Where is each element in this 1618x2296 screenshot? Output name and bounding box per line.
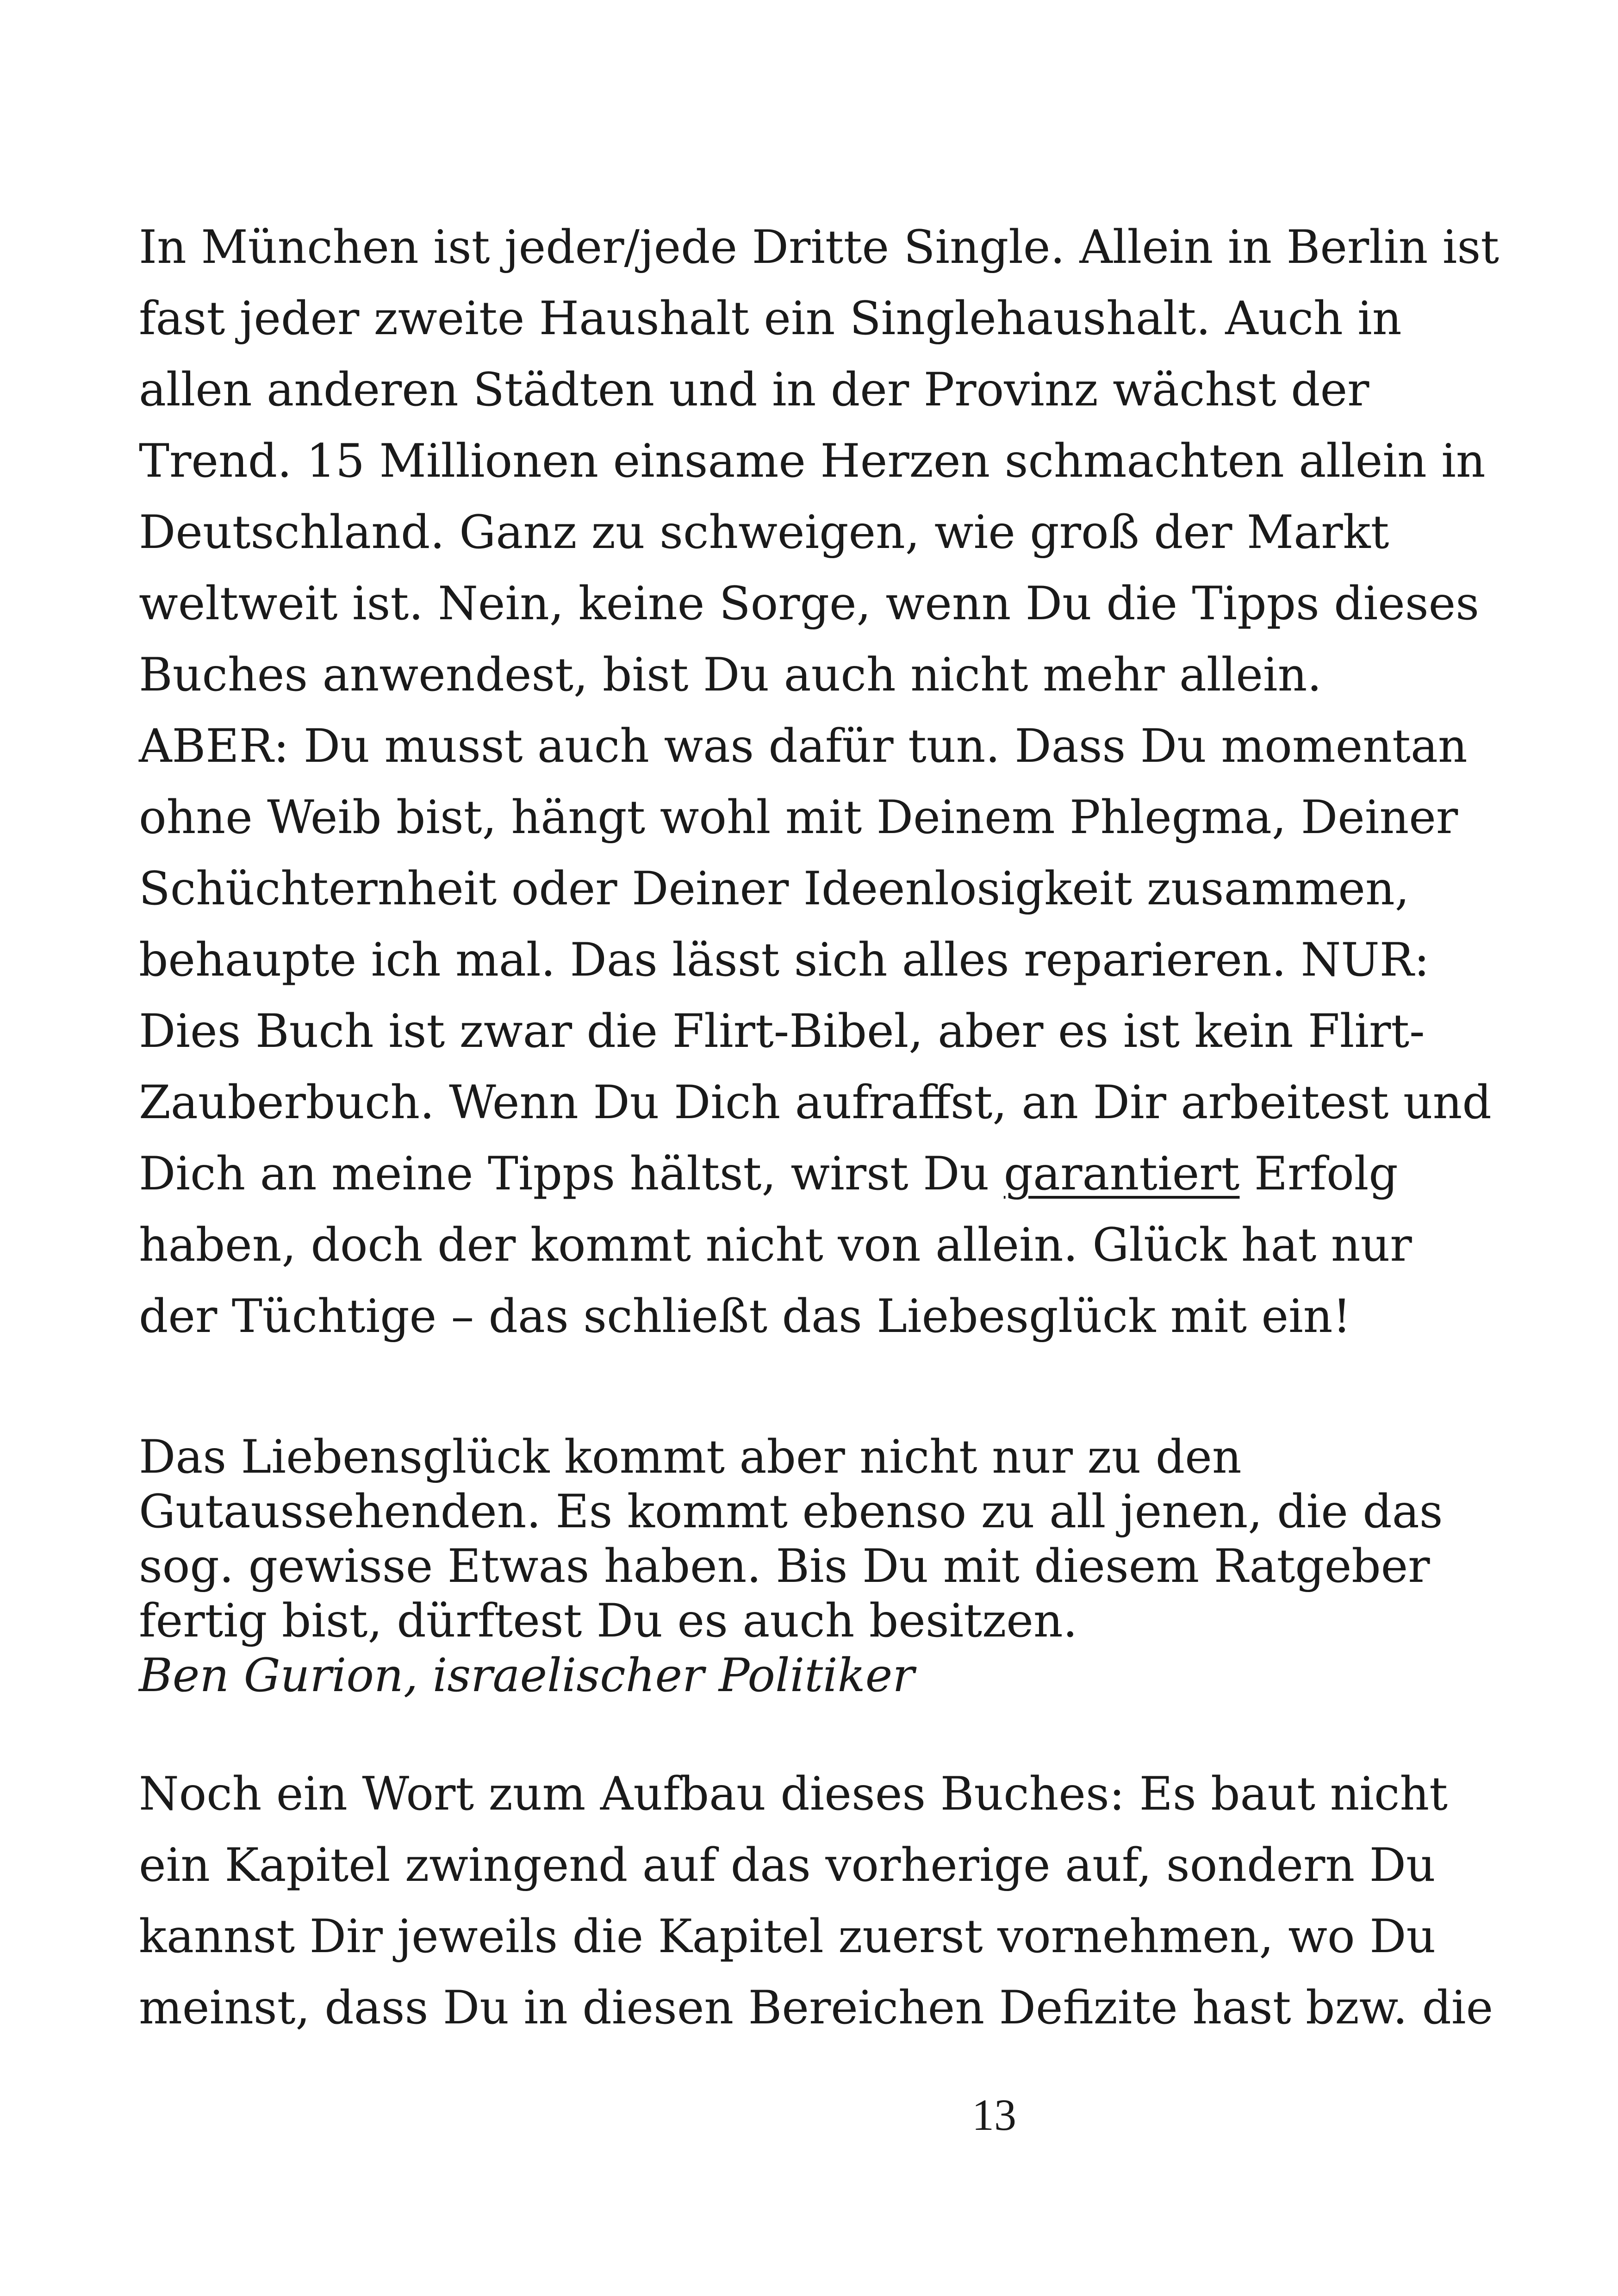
text-line: Zauberbuch. Wenn Du Dich aufraffst, an Dir arbeitest und [139, 1076, 1492, 1129]
text-line: fast jeder zweite Haushalt ein Singlehaushalt. Auch in [139, 292, 1402, 345]
text-line: Buches anwendest, bist Du auch nicht mehr allein. [139, 648, 1322, 702]
text-line: weltweit ist. Nein, keine Sorge, wenn Du die Tipps dieses [139, 577, 1480, 630]
page-number: 13 [972, 2090, 1016, 2140]
text-line: Deutschland. Ganz zu schweigen, wie groß der Markt [139, 506, 1389, 559]
quote-line: sog. gewisse Etwas haben. Bis Du mit diesem Ratgeber [139, 1540, 1430, 1593]
text-line: Noch ein Wort zum Aufbau dieses Buches: Es baut nicht [139, 1767, 1448, 1821]
text-line: ein Kapitel zwingend auf das vorherige auf, sondern Du [139, 1839, 1436, 1892]
text-segment: Erfolg [1239, 1147, 1398, 1201]
text-line: In München ist jeder/jede Dritte Single. Allein in Berlin ist [139, 221, 1500, 274]
quote-block [139, 1430, 1509, 1703]
underlined-word: garantiert [1003, 1147, 1240, 1201]
text-line: ABER: Du musst auch was dafür tun. Dass Du momentan [139, 720, 1468, 773]
quote-line: Gutaussehenden. Es kommt ebenso zu all jenen, die das [139, 1485, 1443, 1538]
text-line: behaupte ich mal. Das lässt sich alles reparieren. NUR: [139, 933, 1430, 987]
text-line: Dies Buch ist zwar die Flirt-Bibel, aber es ist kein Flirt- [139, 1005, 1425, 1058]
text-line-with-emphasis [139, 1139, 1509, 1210]
text-line: der Tüchtige – das schließt das Liebesglück mit ein! [139, 1290, 1351, 1343]
quote-author: Ben Gurion, israelischer Politiker [139, 1649, 915, 1702]
text-line: allen anderen Städten und in der Provinz wächst der [139, 363, 1369, 417]
text-line: meinst, dass Du in diesen Bereichen Defizite hast bzw. die [139, 1981, 1494, 2035]
text-line: ohne Weib bist, hängt wohl mit Deinem Phlegma, Deiner [139, 791, 1458, 844]
body-paragraph-intro [139, 212, 1509, 1352]
text-line: haben, doch der kommt nicht von allein. Glück hat nur [139, 1219, 1412, 1272]
text-line: kannst Dir jeweils die Kapitel zuerst vornehmen, wo Du [139, 1910, 1436, 1963]
text-segment: Dich an meine Tipps hältst, wirst Du [139, 1147, 1004, 1201]
text-line: Trend. 15 Millionen einsame Herzen schmachten allein in [139, 435, 1486, 488]
quote-line: fertig bist, dürftest Du es auch besitzen. [139, 1594, 1078, 1648]
quote-line: Das Liebensglück kommt aber nicht nur zu den [139, 1431, 1242, 1484]
body-paragraph-structure [139, 1759, 1509, 2044]
text-line: Schüchternheit oder Deiner Ideenlosigkeit zusammen, [139, 862, 1410, 915]
